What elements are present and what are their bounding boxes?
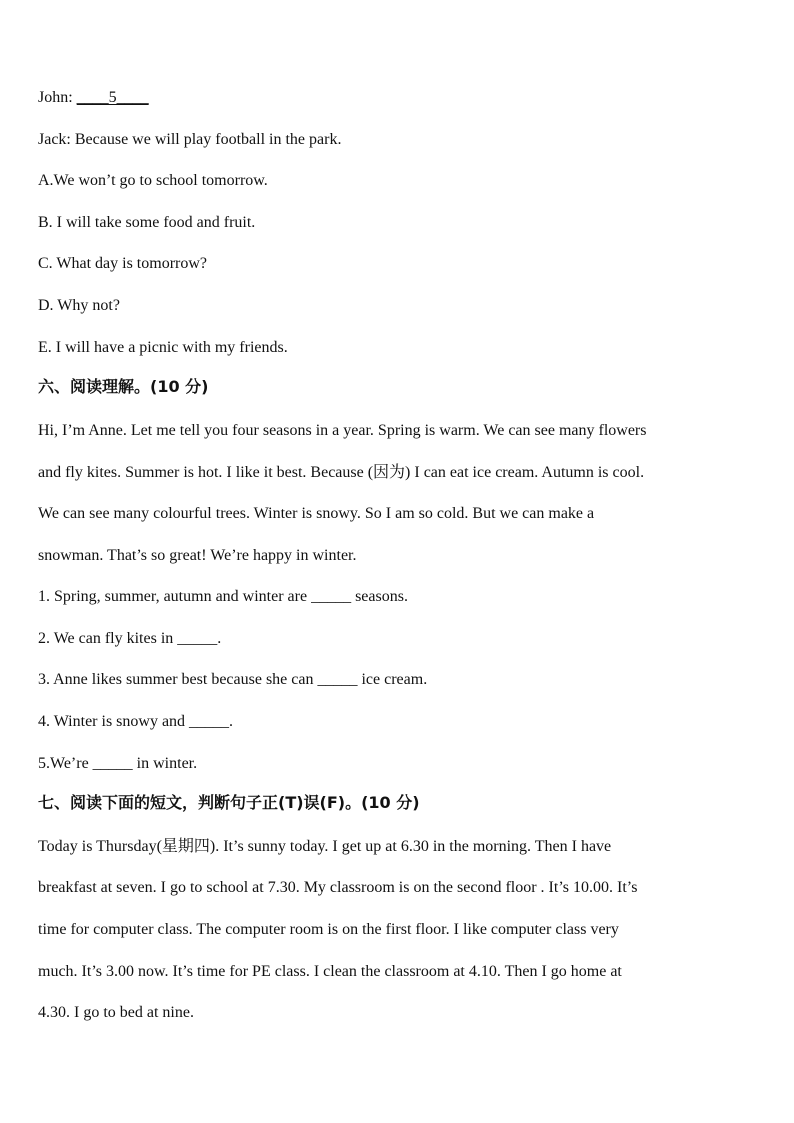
- section-6-passage-line: Hi, I’m Anne. Let me tell you four seasons in a year. Spring is warm. We can see many flowers: [38, 422, 647, 439]
- option-b: B. I will take some food and fruit.: [38, 214, 256, 231]
- section-6-question-5: 5.We’re _____ in winter.: [38, 755, 198, 772]
- dialogue-john-line: [38, 88, 149, 108]
- answer-blank-5: ____5____: [76, 89, 149, 106]
- option-c: C. What day is tomorrow?: [38, 255, 208, 272]
- section-7-passage-line: time for computer class. The computer room is on the first floor. I like computer class very: [38, 921, 619, 938]
- section-6-question-2: 2. We can fly kites in _____.: [38, 630, 222, 647]
- section-6-question-3: 3. Anne likes summer best because she can _____ ice cream.: [38, 671, 428, 688]
- section-6-heading: 六、阅读理解。(10 分): [38, 377, 209, 396]
- section-7-heading: 七、阅读下面的短文，判断句子正(T)误(F)。(10 分): [38, 793, 420, 812]
- section-7-passage-line: Today is Thursday(星期四). It’s sunny today. I get up at 6.30 in the morning. Then I have: [38, 838, 612, 855]
- section-6-passage-line: snowman. That’s so great! We’re happy in winter.: [38, 547, 357, 564]
- option-e: E. I will have a picnic with my friends.: [38, 339, 288, 356]
- section-6-question-1: 1. Spring, summer, autumn and winter are _____ seasons.: [38, 588, 408, 605]
- section-6-passage-line: We can see many colourful trees. Winter is snowy. So I am so cold. But we can make a: [38, 505, 595, 522]
- section-6-question-4: 4. Winter is snowy and _____.: [38, 713, 234, 730]
- john-speaker: John:: [38, 89, 77, 106]
- option-d: D. Why not?: [38, 297, 120, 314]
- section-6-passage-line: and fly kites. Summer is hot. I like it best. Because (因为) I can eat ice cream. Autumn is cool.: [38, 464, 645, 481]
- section-7-passage-line: much. It’s 3.00 now. It’s time for PE class. I clean the classroom at 4.10. Then I go home at: [38, 963, 622, 980]
- section-7-passage-line: 4.30. I go to bed at nine.: [38, 1004, 194, 1021]
- dialogue-jack-line: Jack: Because we will play football in the park.: [38, 131, 342, 148]
- section-7-passage-line: breakfast at seven. I go to school at 7.30. My classroom is on the second floor . It’s 10.00. It’s: [38, 879, 638, 896]
- option-a: A.We won’t go to school tomorrow.: [38, 172, 268, 189]
